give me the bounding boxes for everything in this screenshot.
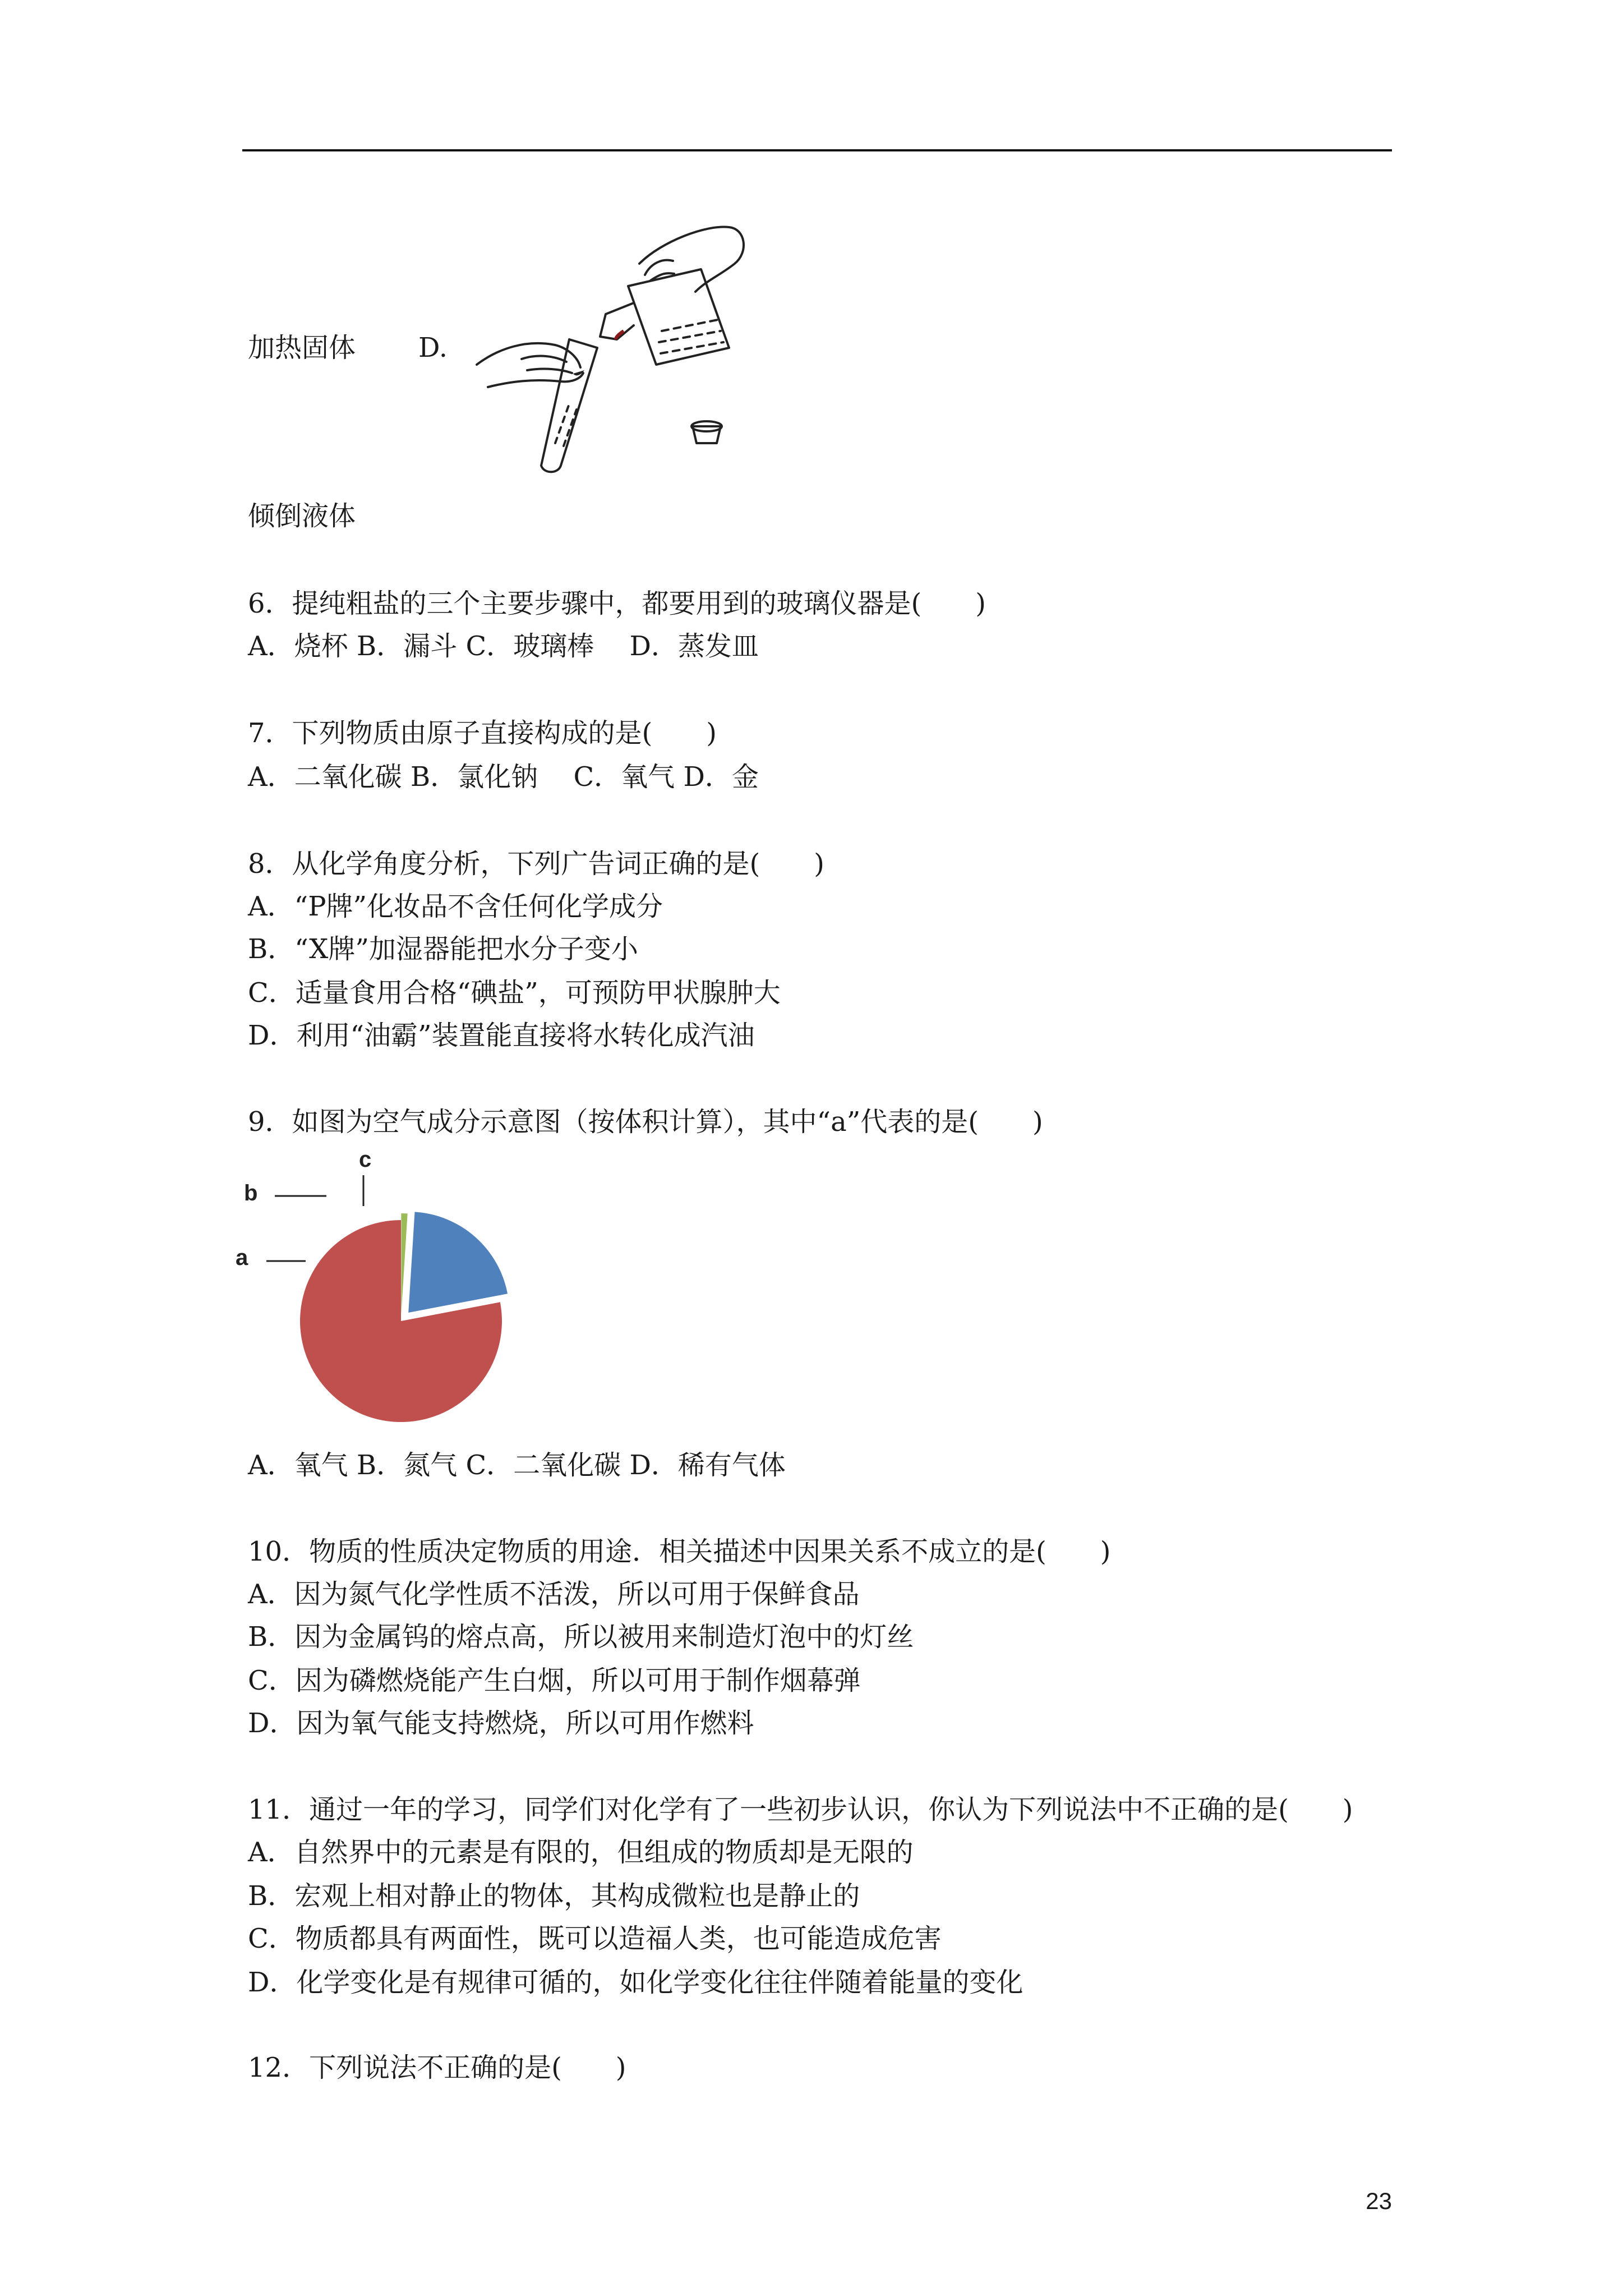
question-9-stem: 9．如图为空气成分示意图（按体积计算），其中“a”代表的是( ) (248, 1106, 1043, 1138)
question-7-options: A．二氧化碳 B．氯化钠 C．氧气 D．金 (248, 761, 759, 793)
question-6-options: A．烧杯 B．漏斗 C．玻璃棒 D．蒸发皿 (248, 631, 759, 662)
question-8-option-d: D．利用“油霸”装置能直接将水转化成汽油 (248, 1020, 755, 1051)
question-7-stem: 7．下列物质由原子直接构成的是( ) (248, 717, 717, 749)
question-10-stem: 10．物质的性质决定物质的用途．相关描述中因果关系不成立的是( ) (248, 1536, 1111, 1567)
item-c-caption: 加热固体 (248, 332, 356, 364)
question-11-option-b: B．宏观上相对静止的物体，其构成微粒也是静止的 (248, 1880, 860, 1912)
air-composition-pie-chart (236, 1144, 538, 1425)
page-number: 23 (1366, 2188, 1392, 2214)
question-6-stem: 6．提纯粗盐的三个主要步骤中，都要用到的玻璃仪器是( ) (248, 588, 986, 619)
question-11-option-a: A．自然界中的元素是有限的，但组成的物质却是无限的 (248, 1837, 914, 1868)
question-8-stem: 8．从化学角度分析，下列广告词正确的是( ) (248, 848, 824, 880)
question-11-option-c: C．物质都具有两面性，既可以造福人类，也可能造成危害 (248, 1923, 942, 1954)
question-10-option-c: C．因为磷燃烧能产生白烟，所以可用于制作烟幕弹 (248, 1665, 861, 1696)
question-8-option-a: A．“P牌”化妆品不含任何化学成分 (248, 891, 663, 922)
header-rule (242, 149, 1392, 151)
item-d-caption: 倾倒液体 (248, 500, 356, 532)
question-8-option-c: C．适量食用合格“碘盐”，可预防甲状腺肿大 (248, 977, 781, 1009)
question-9-options: A．氧气 B．氮气 C．二氧化碳 D．稀有气体 (248, 1450, 786, 1481)
pie-label-b: b (244, 1181, 258, 1205)
item-d-label: D. (418, 332, 448, 364)
question-10-option-d: D．因为氧气能支持燃烧，所以可用作燃料 (248, 1708, 754, 1739)
pie-label-a: a (236, 1245, 248, 1270)
question-12-stem: 12．下列说法不正确的是( ) (248, 2052, 626, 2083)
question-10-option-a: A．因为氮气化学性质不活泼，所以可用于保鲜食品 (248, 1579, 860, 1610)
pouring-liquid-illustration (465, 219, 780, 482)
question-8-option-b: B．“X牌”加湿器能把水分子变小 (248, 933, 638, 965)
pie-slice-b (401, 1213, 407, 1314)
pie-label-c: c (359, 1147, 372, 1172)
pie-slice-c (408, 1212, 508, 1313)
question-11-option-d: D．化学变化是有规律可循的，如化学变化往往伴随着能量的变化 (248, 1967, 1023, 1998)
question-10-option-b: B．因为金属钨的熔点高，所以被用来制造灯泡中的灯丝 (248, 1621, 914, 1653)
question-11-stem: 11．通过一年的学习，同学们对化学有了一些初步认识，你认为下列说法中不正确的是( ) (248, 1794, 1353, 1825)
